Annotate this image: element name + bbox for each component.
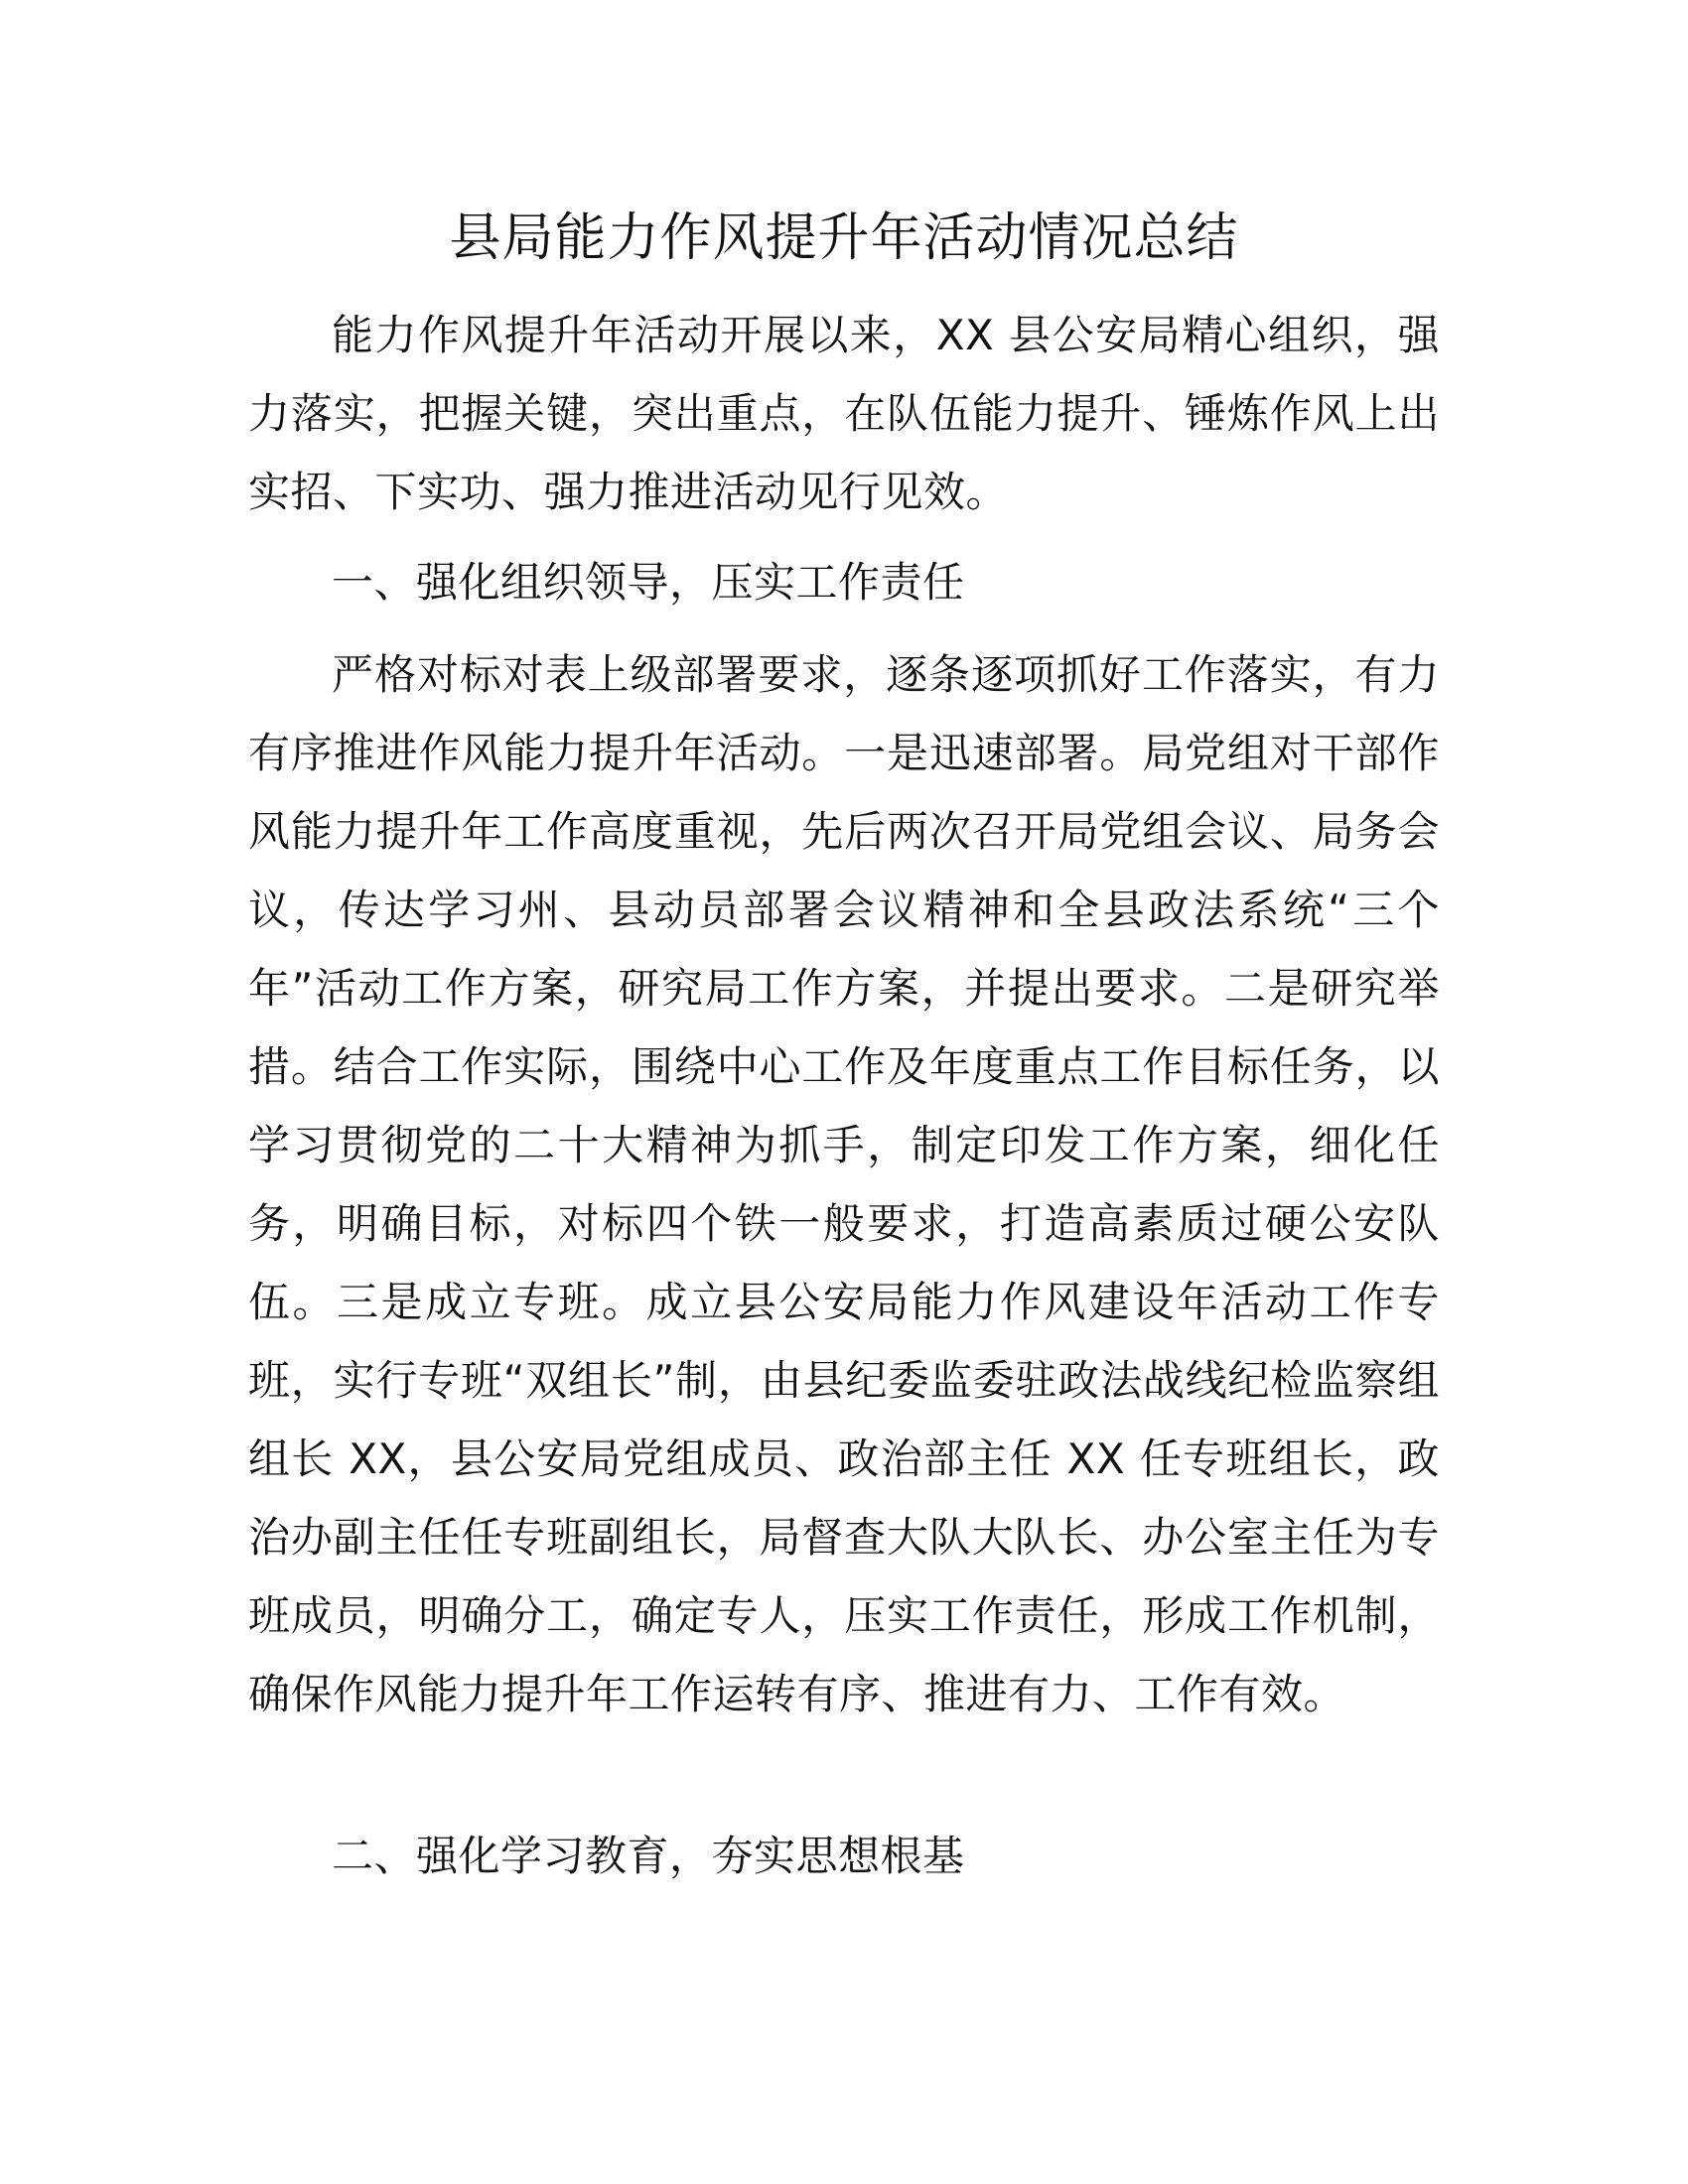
intro-paragraph: 能力作风提升年活动开展以来，XX 县公安局精心组织，强力落实，把握关键，突出重点，在队伍能力提升、锤炼作风上出实招、下实功、强力推进活动见行见效。 — [248, 311, 1440, 516]
section-1-heading: 一、强化组织领导，压实工作责任 — [332, 558, 965, 607]
document-title: 县局能力作风提升年活动情况总结 — [449, 208, 1239, 268]
section-1-paragraph: 严格对标对表上级部署要求，逐条逐项抓好工作落实，有力有序推进作风能力提升年活动。一是迅速部署。局党组对干部作风能力提升年工作高度重视，先后两次召开局党组会议、局务会议，传达学习州、县动员部署会议精神和全县政法系统“三个年”活动工作方案，研究局工作方案，并提出要求。二是研究举措。结合工作实际，围绕中心工作及年度重点工作目标任务，以学习贯彻党的二十大精神为抓手，制定印发工作方案，细化任务，明确目标，对标四个铁一般要求，打造高素质过硬公安队伍。三是成立专班。成立县公安局能力作风建设年活动工作专班，实行专班“双组长”制，由县纪委监委驻政法战线纪检监察组组长 XX，县公安局党组成员、政治部主任 XX 任专班组长，政治办副主任任专班副组长，局督查大队大队长、办公室主任为专班成员，明确分工，确定专人，压实工作责任，形成工作机制，确保作风能力提升年工作运转有序、推进有力、工作有效。 — [248, 650, 1440, 1718]
section-2-heading: 二、强化学习教育，夯实思想根基 — [332, 1832, 965, 1880]
